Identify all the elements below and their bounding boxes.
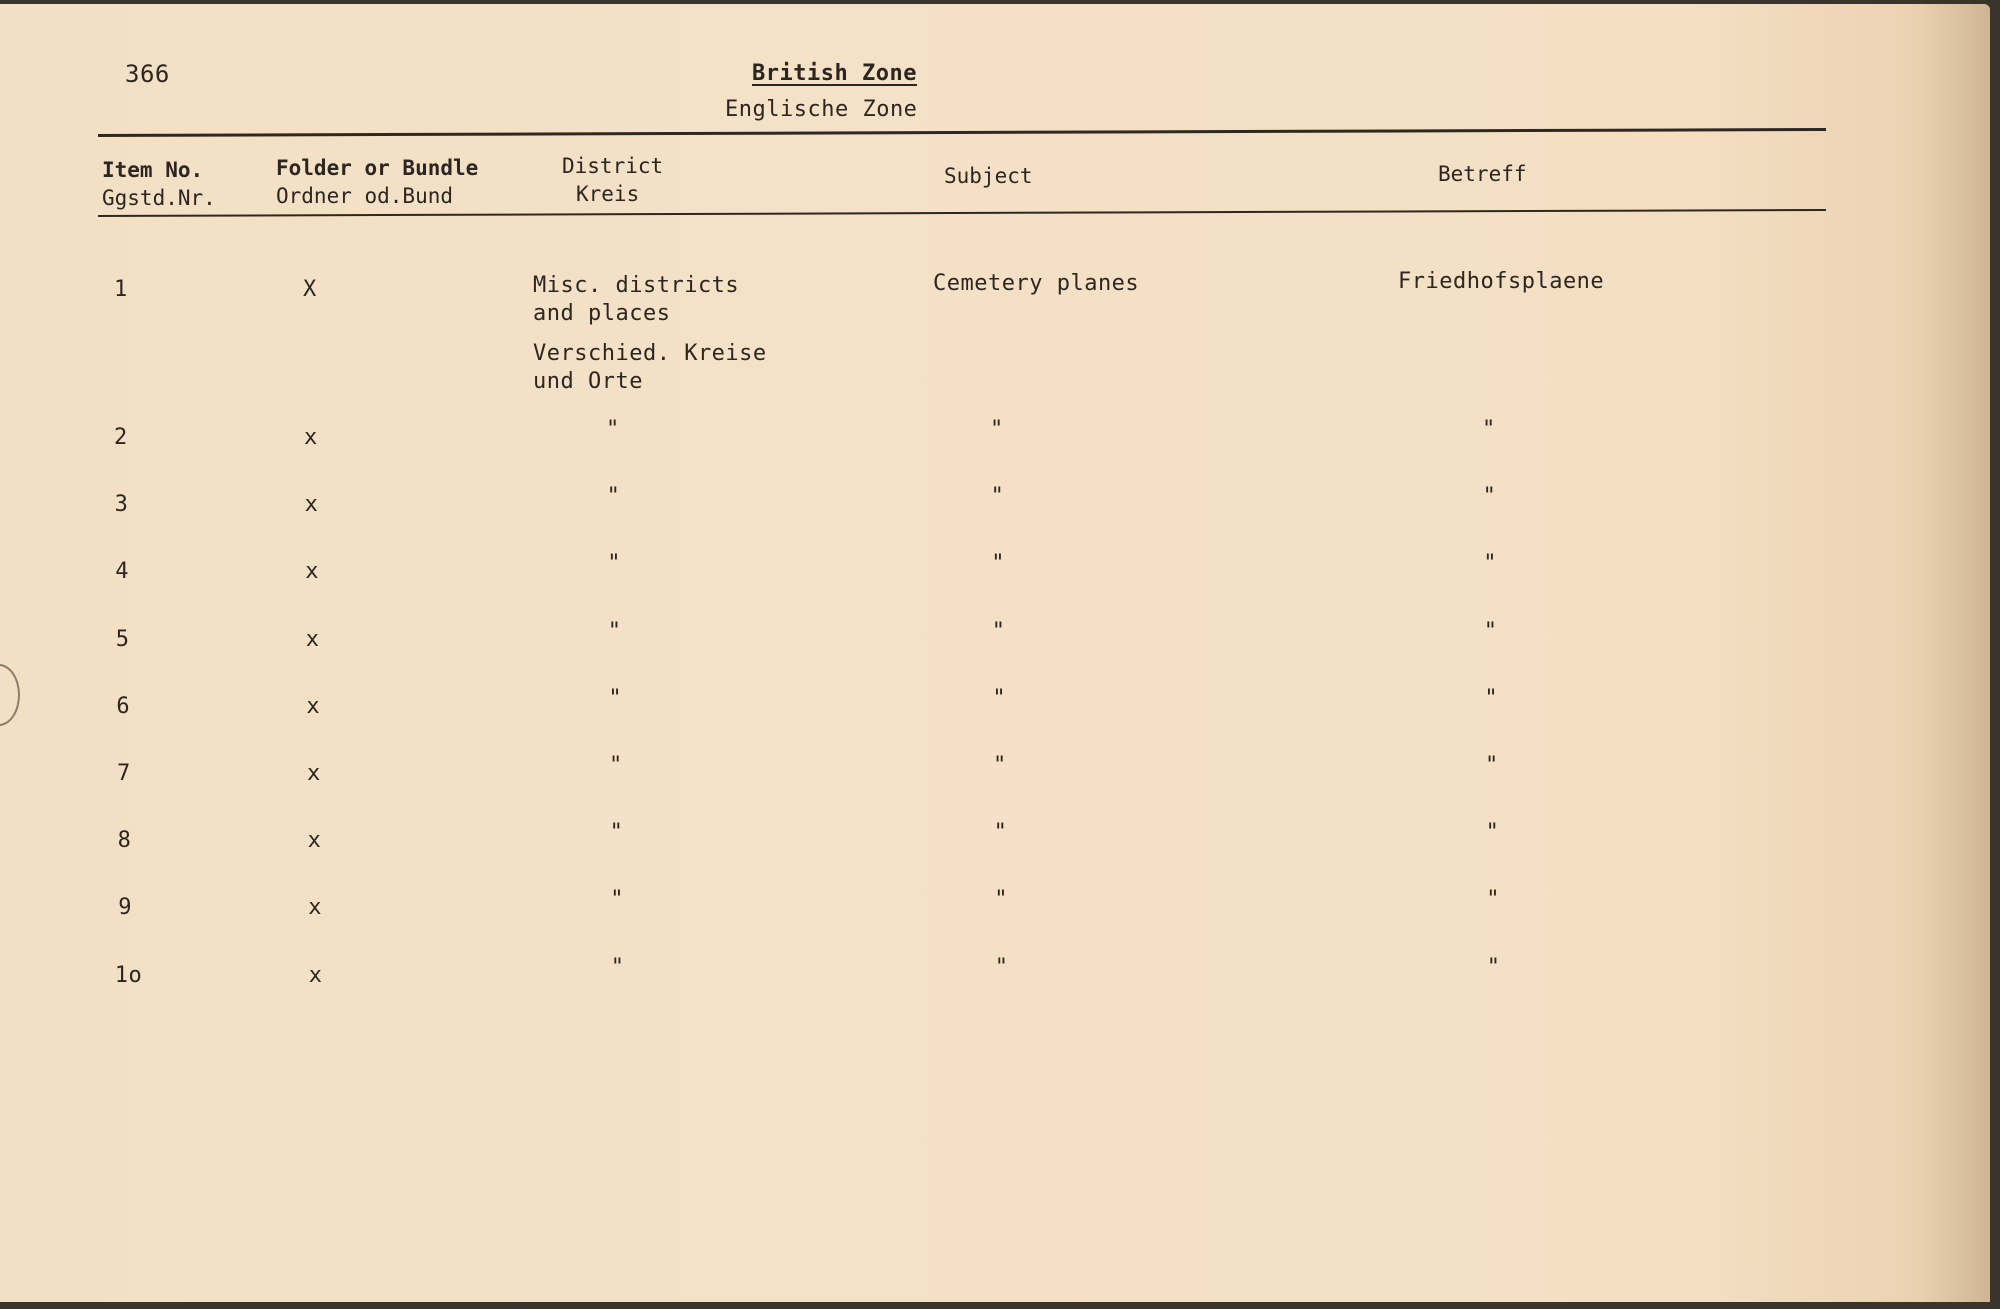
row-1-district-line-2: and places xyxy=(533,301,671,326)
row-3-item: 3 xyxy=(114,492,129,518)
row-8-betreff: " xyxy=(1485,820,1500,846)
row-2-item: 2 xyxy=(114,425,128,450)
punch-hole xyxy=(0,664,20,726)
header-rule-bottom xyxy=(98,209,1826,217)
row-5-subject: " xyxy=(991,618,1006,644)
row-8-subject: " xyxy=(993,820,1008,846)
row-1-subject: Cemetery planes xyxy=(933,271,1140,296)
row-6-betreff: " xyxy=(1484,685,1499,711)
page-title: British Zone xyxy=(752,61,917,86)
row-2-betreff: " xyxy=(1482,417,1496,442)
row-9-item: 9 xyxy=(118,895,132,921)
row-9-folder: x xyxy=(308,895,322,921)
row-3-district: " xyxy=(606,484,621,510)
row-2-subject: " xyxy=(990,417,1004,442)
row-6-item: 6 xyxy=(116,693,131,719)
row-3-subject: " xyxy=(990,484,1005,510)
row-4-subject: " xyxy=(991,551,1005,577)
row-1-betreff: Friedhofsplaene xyxy=(1398,269,1605,294)
col-header-district-de: Kreis xyxy=(576,182,640,206)
col-header-district-en: District xyxy=(562,154,664,178)
page-subtitle: Englische Zone xyxy=(725,97,918,122)
row-3-folder: x xyxy=(304,492,319,518)
row-1o-district: " xyxy=(610,954,625,980)
row-9-betreff: " xyxy=(1486,887,1500,913)
row-9-subject: " xyxy=(994,887,1008,913)
row-4-item: 4 xyxy=(115,559,129,585)
header-rule-top xyxy=(98,128,1826,137)
row-2-district: " xyxy=(606,417,620,442)
row-4-betreff: " xyxy=(1483,551,1497,577)
row-1-district-line-3: Verschied. Kreise xyxy=(533,341,767,366)
row-5-folder: x xyxy=(305,626,320,652)
row-2-folder: x xyxy=(304,425,318,450)
row-5-item: 5 xyxy=(115,626,130,652)
col-header-item-de: Ggstd.Nr. xyxy=(102,186,216,210)
row-8-district: " xyxy=(609,820,624,846)
document-page xyxy=(0,4,1990,1302)
row-7-item: 7 xyxy=(117,761,131,786)
col-header-item-en: Item No. xyxy=(102,158,204,182)
row-4-district: " xyxy=(607,551,621,577)
row-7-folder: x xyxy=(307,761,321,786)
row-8-item: 8 xyxy=(117,828,132,854)
row-1o-subject: " xyxy=(994,954,1009,980)
page-number: 366 xyxy=(125,60,170,88)
page-edge-shadow xyxy=(1920,4,1990,1302)
col-header-folder-en: Folder or Bundle xyxy=(276,156,479,180)
row-1-district-line-1: Misc. districts xyxy=(533,273,740,298)
row-6-district: " xyxy=(608,685,623,711)
row-1-folder: X xyxy=(303,277,317,302)
row-1o-item: 1o xyxy=(114,962,143,988)
row-7-subject: " xyxy=(993,753,1007,778)
row-1o-betreff: " xyxy=(1486,954,1501,980)
row-4-folder: x xyxy=(305,559,319,585)
row-8-folder: x xyxy=(307,828,322,854)
row-1o-folder: x xyxy=(308,962,323,988)
row-5-district: " xyxy=(607,618,622,644)
row-5-betreff: " xyxy=(1483,618,1498,644)
row-6-folder: x xyxy=(306,693,321,719)
row-3-betreff: " xyxy=(1482,484,1497,510)
row-7-betreff: " xyxy=(1485,753,1499,778)
col-header-betreff: Betreff xyxy=(1438,162,1527,186)
row-7-district: " xyxy=(609,753,623,778)
col-header-folder-de: Ordner od.Bund xyxy=(276,184,454,208)
row-1-item: 1 xyxy=(114,277,128,302)
row-1-district-line-4: und Orte xyxy=(533,369,643,394)
row-6-subject: " xyxy=(992,685,1007,711)
col-header-subject: Subject xyxy=(944,164,1033,188)
row-9-district: " xyxy=(610,887,624,913)
